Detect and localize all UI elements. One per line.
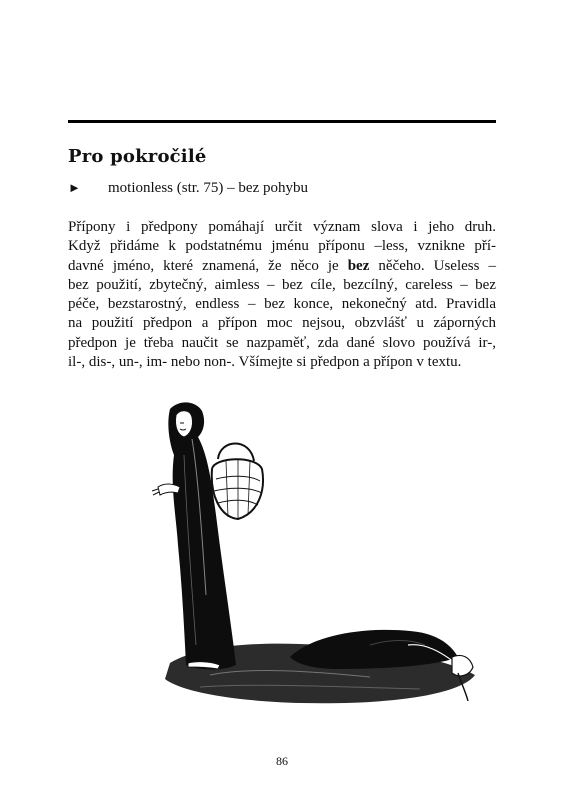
paragraph-text: davné jméno, které znamená, že něco je [68, 257, 348, 274]
basket [212, 444, 263, 520]
paragraph-line: Když přidáme k podstatnému jménu příponu –less, vznikne pří- [68, 238, 496, 255]
body-paragraph [68, 218, 496, 372]
bold-word: bez [347, 257, 370, 274]
paragraph-line [68, 257, 496, 276]
paragraph-text: něčeho. Useless – [369, 257, 496, 274]
paragraph-line: péče, bezstarostný, endless – bez konce, nekonečný atd. Pravidla [68, 296, 496, 313]
illustration [140, 395, 485, 715]
paragraph-line: Přípony i předpony pomáhají určit význam slova i jeho druh. [68, 219, 496, 235]
paragraph-line: bez použití, zbytečný, aimless – bez cíle, bezcílný, careless – bez [68, 276, 496, 293]
triangle-right-icon: ► [68, 180, 81, 195]
bullet-text: motionless (str. 75) – bez pohybu [108, 180, 308, 196]
page-number: 86 [276, 754, 288, 768]
paragraph-line: předpon je třeba naučit se nazpaměť, zda dané slovo používá ir-, [68, 334, 496, 351]
section-heading: Pro pokročilé [68, 146, 207, 167]
standing-figure [152, 402, 236, 669]
paragraph-line: na použití předpon a přípon moc nejsou, obzvlášť u záporných [68, 315, 496, 332]
section-divider [68, 120, 496, 123]
bullet-item [68, 180, 308, 197]
paragraph-line: il-, dis-, un-, im- nebo non-. Všímejte si předpon a přípon v textu. [68, 354, 462, 371]
